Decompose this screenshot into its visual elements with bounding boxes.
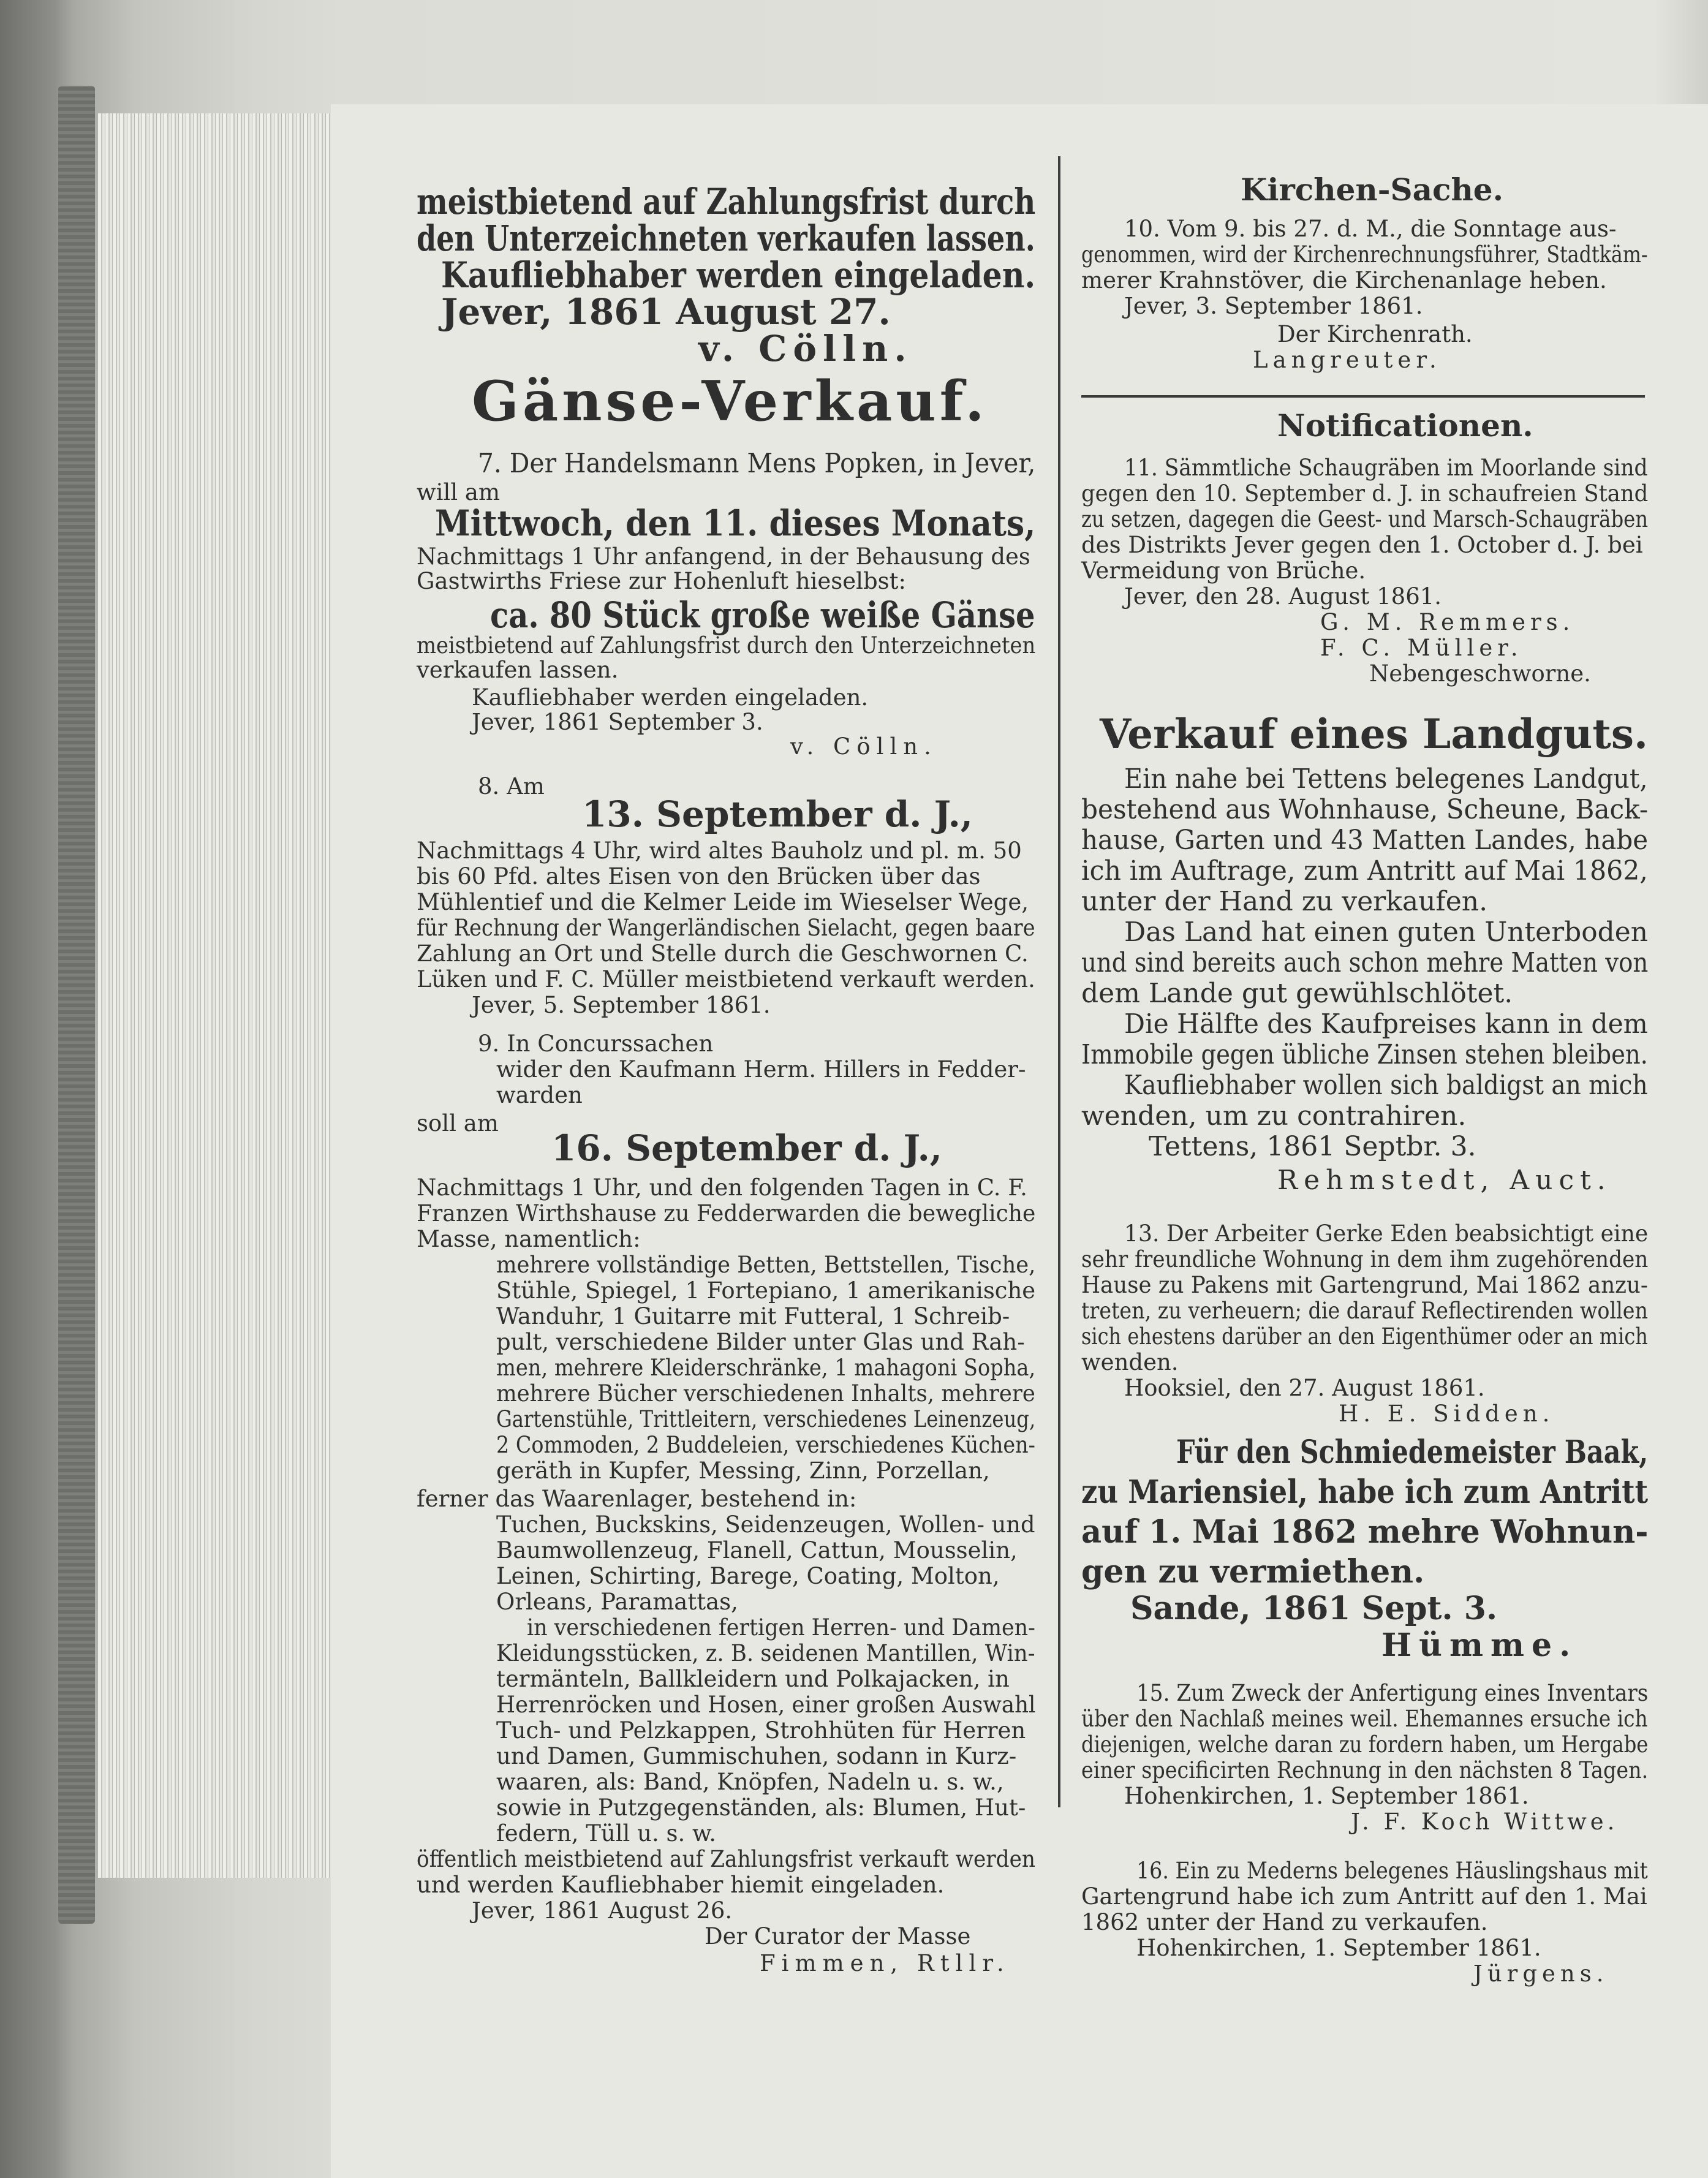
intro-line: Kaufliebhaber werden eingeladen. — [441, 254, 1036, 296]
item9-text: termänteln, Ballkleidern und Polkajacken, in — [496, 1666, 1010, 1692]
item9-text: Wanduhr, 1 Guitarre mit Futteral, 1 Schreib- — [496, 1303, 1010, 1329]
item8-text: Zahlung an Ort und Stelle durch die Geschwornen C. — [417, 940, 1029, 967]
item9-text: Jever, 1861 August 26. — [472, 1897, 733, 1924]
item12-text: hause, Garten und 43 Matten Landes, habe — [1081, 825, 1649, 856]
item9-text: Orleans, Paramattas, — [496, 1589, 738, 1615]
item9-text: Tuchen, Buckskins, Seidenzeugen, Wollen- und — [496, 1511, 1035, 1538]
item11-signature: G. M. Remmers. — [1320, 609, 1575, 635]
item10-text: merer Krahnstöver, die Kirchenanlage heben. — [1081, 267, 1607, 293]
item12-text: Ein nahe bei Tettens belegenes Landgut, — [1124, 763, 1648, 795]
item14-text: gen zu vermiethen. — [1081, 1553, 1425, 1590]
item7-text: Nachmittags 1 Uhr anfangend, in der Behausung des — [417, 543, 1030, 570]
item16-text: 1862 unter der Hand zu verkaufen. — [1081, 1909, 1488, 1935]
notificationen-heading: Notificationen. — [1277, 407, 1533, 444]
item8-text: Mühlentief und die Kelmer Leide im Wieselser Wege, — [417, 889, 1029, 915]
intro-signature: v. Cölln. — [698, 328, 913, 369]
item12-text: Das Land hat einen guten Unterboden — [1124, 917, 1649, 948]
item10-signature: Langreuter. — [1253, 347, 1442, 373]
item8-text: bis 60 Pfd. altes Eisen von den Brücken über das — [417, 863, 981, 890]
item9-text: Kleidungsstücken, z. B. seidenen Mantillen, Win- — [496, 1640, 1035, 1666]
item11-text: 11. Sämmtliche Schaugräben im Moorlande sind — [1124, 455, 1648, 481]
item9-text: waaren, als: Band, Knöpfen, Nadeln u. s. w., — [496, 1769, 1004, 1795]
item12-text: bestehend aus Wohnhause, Scheune, Back- — [1081, 794, 1649, 825]
item11-text: Jever, den 28. August 1861. — [1124, 583, 1442, 610]
item9-text: Masse, namentlich: — [417, 1226, 641, 1252]
item9-text: öffentlich meistbietend auf Zahlungsfrist verkauft werden — [417, 1846, 1036, 1872]
item9-text: und Damen, Gummischuhen, sodann in Kurz- — [496, 1743, 1017, 1769]
item13-text: 13. Der Arbeiter Gerke Eden beabsichtigt eine — [1124, 1220, 1649, 1247]
item9-text: Stühle, Spiegel, 1 Fortepiano, 1 amerikanische — [496, 1277, 1036, 1304]
item9-text: men, mehrere Kleiderschränke, 1 mahagoni Sopha, — [496, 1355, 1036, 1381]
item9-text: soll am — [417, 1110, 499, 1136]
item7-text: verkaufen lassen. — [417, 657, 619, 683]
item13-text: sich ehestens darüber an den Eigenthümer oder an mich — [1081, 1323, 1648, 1350]
item10-signature: Der Kirchenrath. — [1277, 321, 1473, 347]
item9-text: pult, verschiedene Bilder unter Glas und Rah- — [496, 1329, 1025, 1355]
item12-signature: Rehmstedt, Auct. — [1277, 1165, 1612, 1196]
item12-text: wenden, um zu contrahiren. — [1081, 1100, 1467, 1132]
intro-line: Jever, 1861 August 27. — [441, 291, 891, 333]
item9-text: Leinen, Schirting, Barege, Coating, Molton, — [496, 1563, 1000, 1589]
item10-text: Jever, 3. September 1861. — [1124, 293, 1423, 319]
item15-text: 15. Zum Zweck der Anfertigung eines Inventars — [1136, 1680, 1649, 1706]
book-cover-edge — [58, 86, 95, 1924]
kirchen-sache-heading: Kirchen-Sache. — [1241, 172, 1504, 208]
item9-text: mehrere Bücher verschiedenen Inhalts, mehrere — [496, 1380, 1035, 1407]
item12-text: Die Hälfte des Kaufpreises kann in dem — [1124, 1008, 1648, 1040]
item11-text: des Distrikts Jever gegen den 1. October d. J. bei — [1081, 532, 1643, 558]
item12-text: Kaufliebhaber wollen sich baldigst an mich — [1124, 1070, 1648, 1101]
item9-signature: Fimmen, Rtllr. — [760, 1950, 1010, 1976]
item15-text: einer specificirten Rechnung in den nächsten 8 Tagen. — [1081, 1757, 1649, 1783]
item9-text: mehrere vollständige Betten, Bettstellen, Tische, — [496, 1252, 1036, 1278]
item9-text: sowie in Putzgegenständen, als: Blumen, Hut- — [496, 1794, 1026, 1821]
item11-text: gegen den 10. September d. J. in schaufreien Stand — [1081, 480, 1649, 507]
landgut-verkauf-title: Verkauf eines Landguts. — [1100, 710, 1648, 758]
item7-signature: v. Cölln. — [790, 733, 937, 760]
intro-line: meistbietend auf Zahlungsfrist durch — [417, 181, 1036, 222]
item9-text: warden — [496, 1082, 583, 1108]
item8-text: für Rechnung der Wangerländischen Sielacht, gegen baare — [417, 915, 1035, 941]
item7-goods: ca. 80 Stück große weiße Gänse — [490, 594, 1035, 636]
item7-text: will am — [417, 479, 501, 505]
item7-text: Kaufliebhaber werden eingeladen. — [472, 684, 869, 711]
item9-text: Franzen Wirthshause zu Fedderwarden die bewegliche — [417, 1200, 1036, 1227]
section-rule — [1081, 395, 1645, 398]
intro-line: den Unterzeichneten verkaufen lassen. — [417, 217, 1035, 259]
item14-text: zu Mariensiel, habe ich zum Antritt — [1081, 1473, 1649, 1511]
item12-text: ich im Auftrage, zum Antritt auf Mai 1862, — [1081, 855, 1648, 887]
item9-text: Nachmittags 1 Uhr, und den folgenden Tagen in C. F. — [417, 1174, 1027, 1201]
item12-text: Tettens, 1861 Septbr. 3. — [1149, 1131, 1476, 1162]
item11-signature: F. C. Müller. — [1320, 635, 1523, 661]
item16-text: Gartengrund habe ich zum Antritt auf den 1. Mai — [1081, 1883, 1647, 1910]
item13-text: wenden. — [1081, 1349, 1179, 1375]
item9-text: in verschiedenen fertigen Herren- und Damen- — [527, 1614, 1035, 1641]
item9-text: wider den Kaufmann Herm. Hillers in Fedder- — [496, 1056, 1026, 1083]
item9-text: Tuch- und Pelzkappen, Strohhüten für Herren — [496, 1717, 1026, 1744]
item10-text: 10. Vom 9. bis 27. d. M., die Sonntage aus- — [1124, 216, 1617, 242]
item14-text: Sande, 1861 Sept. 3. — [1130, 1590, 1498, 1627]
item12-text: unter der Hand zu verkaufen. — [1081, 886, 1488, 917]
item13-text: treten, zu verheuern; die darauf Reflectirenden wollen — [1081, 1298, 1648, 1324]
item9-text: Herrenröcken und Hosen, einer großen Auswahl — [496, 1692, 1036, 1718]
item13-text: sehr freundliche Wohnung in dem ihm zugehörenden — [1081, 1246, 1649, 1272]
item16-signature: Jürgens. — [1473, 1961, 1609, 1987]
item14-text: auf 1. Mai 1862 mehre Wohnun- — [1081, 1513, 1649, 1551]
item9-text: geräth in Kupfer, Messing, Zinn, Porzellan, — [496, 1458, 990, 1484]
gaense-verkauf-title: Gänse-Verkauf. — [472, 369, 988, 434]
item12-text: dem Lande gut gewühlschlötet. — [1081, 978, 1513, 1009]
item9-text: federn, Tüll u. s. w. — [496, 1820, 717, 1847]
item9-text: und werden Kaufliebhaber hiemit eingeladen. — [417, 1872, 945, 1898]
item8-text: Lüken und F. C. Müller meistbietend verkauft werden. — [417, 966, 1035, 993]
item9-text: Baumwollenzeug, Flanell, Cattun, Mousselin, — [496, 1537, 1018, 1564]
item13-text: Hooksiel, den 27. August 1861. — [1124, 1375, 1485, 1401]
item8-text: Nachmittags 4 Uhr, wird altes Bauholz und pl. m. 50 — [417, 838, 1022, 864]
item11-text: Vermeidung von Brüche. — [1081, 558, 1366, 584]
item7-text: 7. Der Handelsmann Mens Popken, in Jever, — [478, 448, 1036, 479]
item8-text: Jever, 5. September 1861. — [472, 992, 771, 1018]
item9-text: ferner das Waarenlager, bestehend in: — [417, 1486, 857, 1512]
item13-signature: H. E. Sidden. — [1339, 1401, 1555, 1427]
item15-text: über den Nachlaß meines weil. Ehemannes ersuche ich — [1081, 1706, 1648, 1732]
item15-text: diejenigen, welche daran zu fordern haben, um Hergabe — [1081, 1731, 1649, 1758]
item13-text: Hause zu Pakens mit Gartengrund, Mai 1862 anzu- — [1081, 1272, 1648, 1298]
item11-text: zu setzen, dagegen die Geest- und Marsch-Schaugräben — [1081, 506, 1649, 532]
item16-text: 16. Ein zu Mederns belegenes Häuslingshaus mit — [1136, 1858, 1648, 1884]
item7-date: Mittwoch, den 11. dieses Monats, — [435, 502, 1036, 544]
item11-signature: Nebengeschworne. — [1369, 660, 1591, 687]
item15-signature: J. F. Koch Wittwe. — [1351, 1809, 1619, 1835]
item12-text: Immobile gegen übliche Zinsen stehen bleiben. — [1081, 1039, 1648, 1070]
item8-date: 13. September d. J., — [582, 793, 973, 835]
item7-text: Jever, 1861 September 3. — [472, 709, 763, 735]
item14-text: Für den Schmiedemeister Baak, — [1176, 1434, 1649, 1471]
item16-text: Hohenkirchen, 1. September 1861. — [1136, 1935, 1541, 1961]
item14-signature: Hümme. — [1381, 1627, 1578, 1664]
item7-text: Gastwirths Friese zur Hohenluft hieselbst: — [417, 568, 906, 594]
item9-date: 16. September d. J., — [551, 1127, 942, 1169]
item10-text: genommen, wird der Kirchenrechnungsführer, Stadtkäm- — [1081, 241, 1648, 268]
page-stack-edge — [98, 113, 331, 1878]
item12-text: und sind bereits auch schon mehre Matten von — [1081, 947, 1649, 978]
item9-text: 2 Commoden, 2 Buddeleien, verschiedenes Küchen- — [496, 1432, 1035, 1458]
item9-text: 9. In Concurssachen — [478, 1030, 714, 1057]
item15-text: Hohenkirchen, 1. September 1861. — [1124, 1783, 1529, 1809]
item9-signature: Der Curator der Masse — [705, 1923, 971, 1949]
item8-text: 8. Am — [478, 773, 545, 800]
column-divider — [1058, 156, 1060, 1807]
item9-text: Gartenstühle, Trittleitern, verschiedenes Leinenzeug, — [496, 1406, 1036, 1432]
item7-text: meistbietend auf Zahlungsfrist durch den Unterzeichneten — [417, 632, 1036, 659]
